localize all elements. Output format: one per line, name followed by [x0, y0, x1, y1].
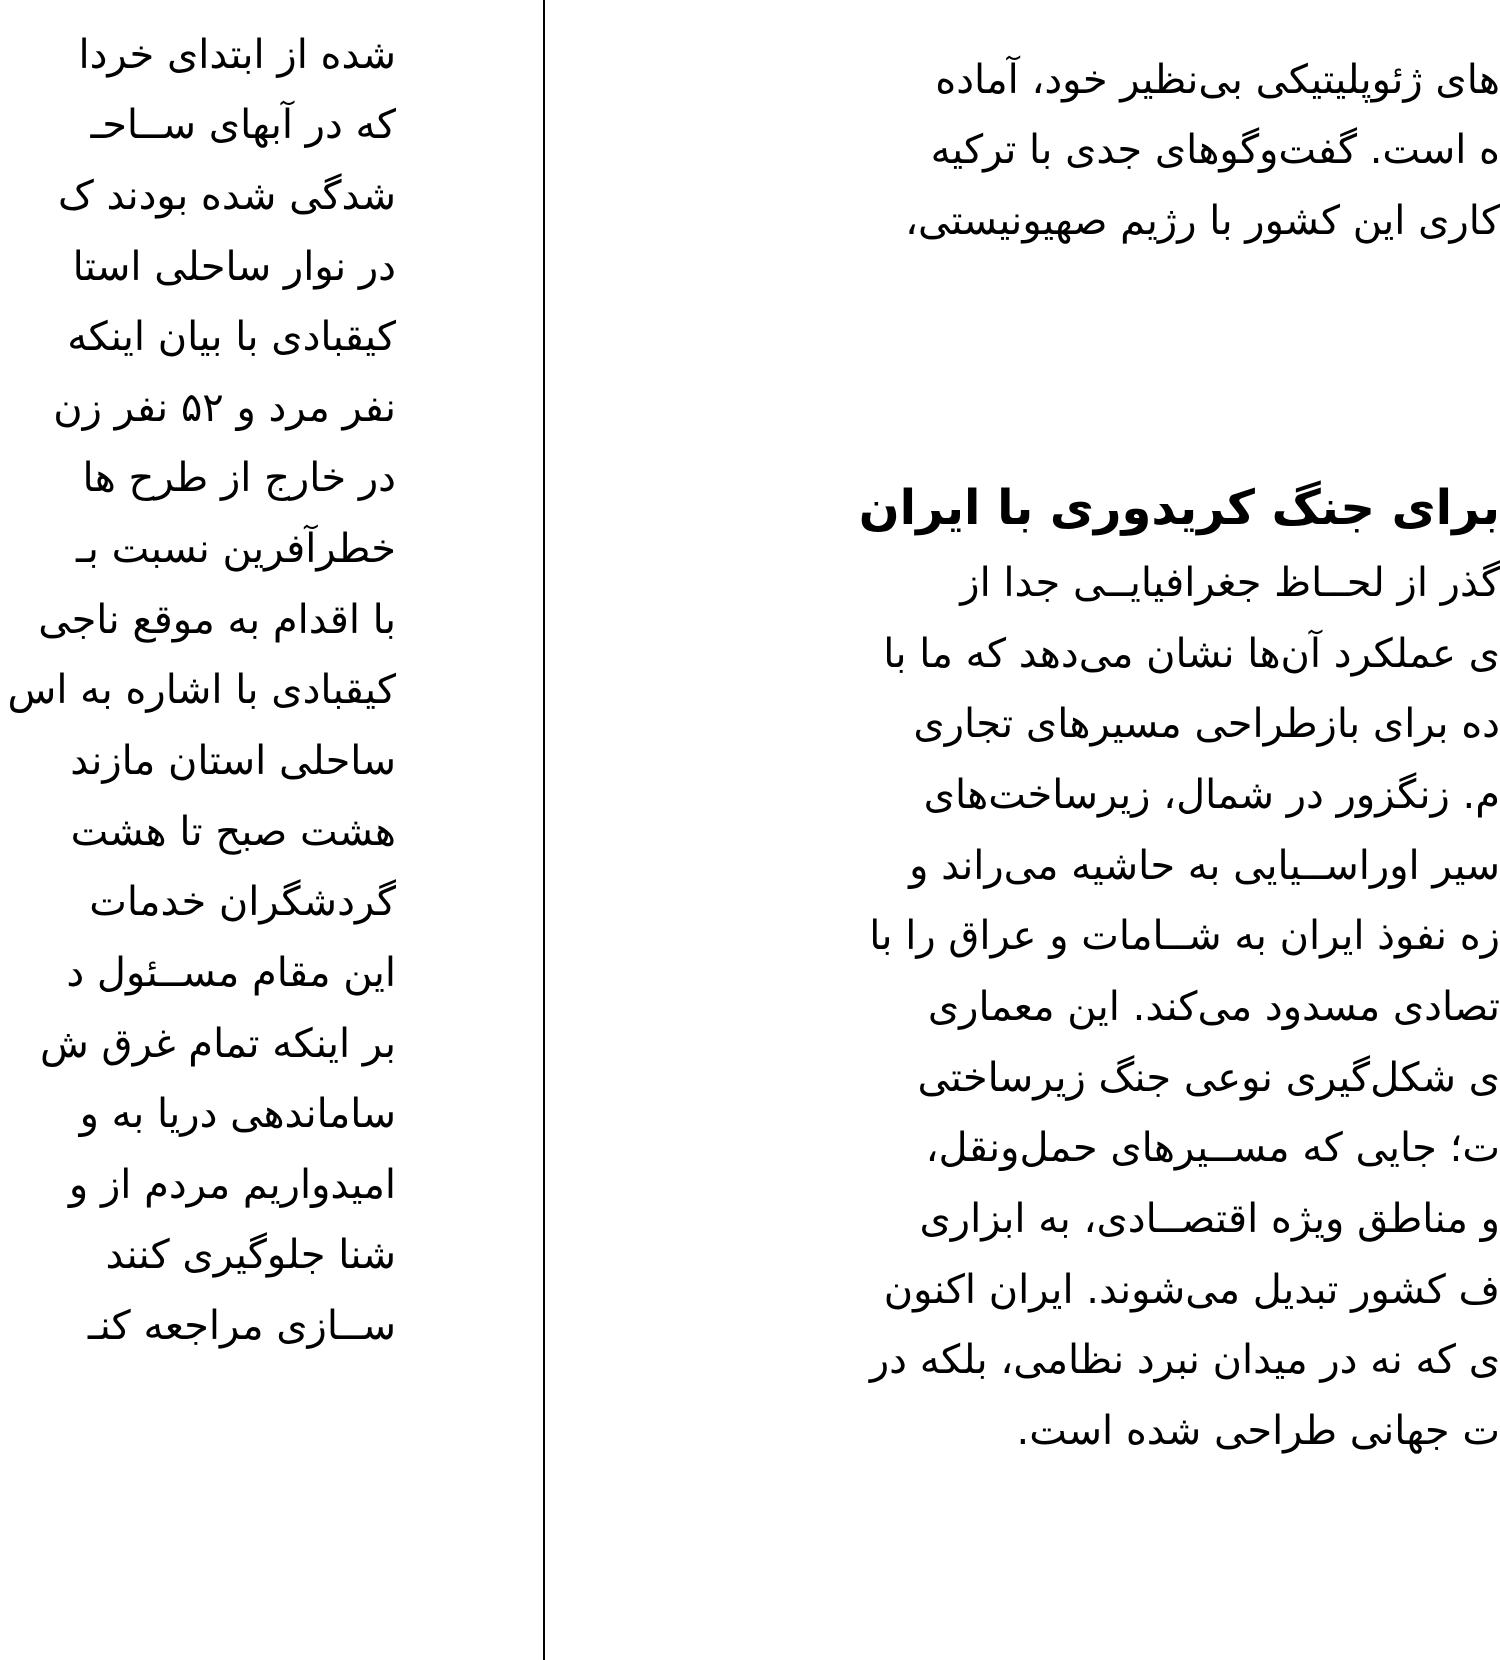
- left-line: شدگی شده بودند ک: [57, 173, 396, 219]
- left-line: ســازی مراجعه کنـ: [87, 1303, 396, 1349]
- column-divider: [543, 0, 545, 1660]
- right-line: تصادی مسدود می‌کند. این معماری: [927, 984, 1500, 1030]
- left-column: [0, 0, 396, 1660]
- left-line: با اقدام به موقع ناجی: [38, 597, 396, 643]
- left-line: گردشگران خدمات: [89, 879, 396, 925]
- left-line: که در آبهای ســاحـ: [90, 102, 396, 148]
- left-line: شده از ابتدای خردا: [78, 32, 396, 78]
- article-headline: برای جنگ کریدوری با ایران: [858, 480, 1500, 536]
- right-line: م. زنگزور در شمال، زیرساخت‌های: [923, 772, 1500, 818]
- right-line: های ژئوپلیتیکی بی‌نظیر خود، آماده: [935, 57, 1500, 103]
- right-line: ی شکل‌گیری نوعی جنگ زیرساختی: [917, 1055, 1500, 1101]
- left-line: این مقام مســئول د: [66, 950, 396, 996]
- left-line: هشت صبح تا هشت: [70, 809, 396, 855]
- right-line: ه است. گفت‌وگوهای جدی با ترکیه: [930, 127, 1500, 173]
- right-line: سیر اوراســیایی به حاشیه می‌راند و: [909, 843, 1500, 889]
- left-line: در خارج از طرح ها: [82, 455, 396, 501]
- right-line: ت؛ جایی که مســیرهای حمل‌ونقل،: [925, 1125, 1500, 1171]
- left-line: شنا جلوگیری کنند: [105, 1232, 396, 1278]
- right-line: ده برای بازطراحی مسیرهای تجاری: [913, 701, 1500, 747]
- right-line: کاری این کشور با رژیم صهیونیستی،: [905, 198, 1500, 244]
- left-line: امیدواریم مردم از و: [68, 1162, 396, 1208]
- right-line: ی که نه در میدان نبرد نظامی، بلکه در: [869, 1337, 1500, 1383]
- right-line: و مناطق ویژه اقتصــادی، به ابزاری: [919, 1196, 1500, 1242]
- right-line: گذر از لحــاظ جغرافیایــی جدا از: [960, 560, 1500, 606]
- left-line: ساماندهی دریا به و: [79, 1091, 396, 1137]
- left-line: خطرآفرین نسبت بـ: [76, 526, 396, 572]
- right-column: [770, 0, 1500, 1660]
- left-line: ساحلی استان مازند: [70, 738, 396, 784]
- left-line: نفر مرد و ۵۲ نفر زن: [53, 385, 396, 431]
- right-line: ت جهانی طراحی شده است.: [1016, 1408, 1500, 1454]
- left-line: کیقبادی با اشاره به اس: [7, 667, 396, 713]
- right-line: ف کشور تبدیل می‌شوند. ایران اکنون: [883, 1267, 1500, 1313]
- left-line: بر اینکه تمام غرق ش: [40, 1021, 396, 1067]
- right-line: زه نفوذ ایران به شــامات و عراق را با: [869, 913, 1500, 959]
- right-line: ی عملکرد آن‌ها نشان می‌دهد که ما با: [883, 631, 1500, 677]
- left-line: کیقبادی با بیان اینکه: [67, 314, 396, 360]
- left-line: در نوار ساحلی استا: [72, 244, 396, 290]
